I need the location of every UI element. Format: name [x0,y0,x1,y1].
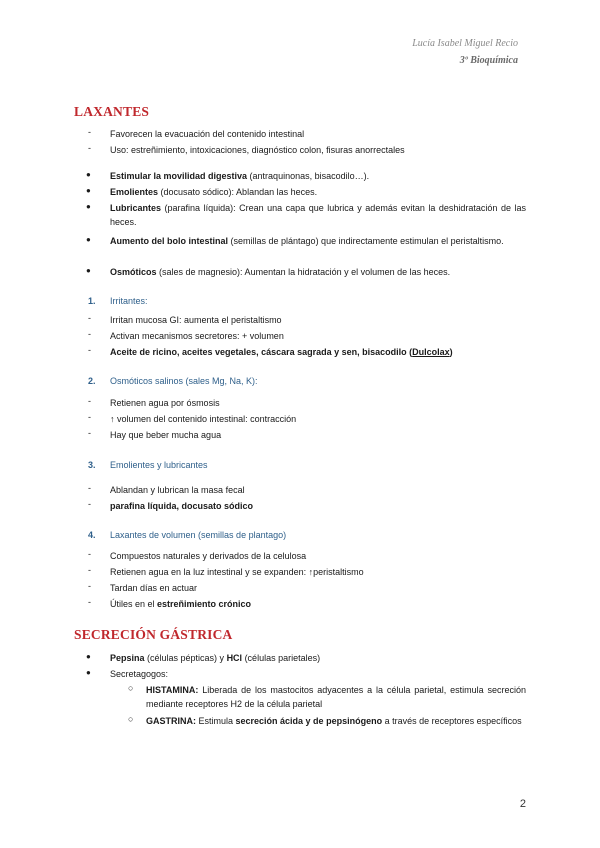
dash-marker: - [88,127,91,137]
bullet-item: Aumento del bolo intestinal (semillas de plántago) que indirectamente estimulan el peristaltismo. [110,236,504,246]
circle-marker: ○ [128,683,134,693]
section-title-secrecion: SECRECIÓN GÁSTRICA [74,627,233,642]
list-item: Hay que beber mucha agua [110,430,222,440]
group-number: 4. [88,530,96,540]
list-item: ↑ volumen del contenido intestinal: contracción [110,414,297,424]
list-item: Compuestos naturales y derivados de la celulosa [110,551,307,561]
bullet-marker: ● [86,668,91,677]
dash-marker: - [88,499,91,509]
dash-marker: - [88,549,91,559]
dash-marker: - [88,428,91,438]
bullet-item: Lubricantes (parafina líquida): Crean una capa que lubrica y además evitan la deshidratación de las heces. [110,203,526,227]
list-item: Útiles en el estreñimiento crónico [110,599,252,609]
circle-marker: ○ [128,714,134,724]
dash-marker: - [88,345,91,355]
group-title: Irritantes: [110,296,148,306]
dash-marker: - [88,581,91,591]
list-item: Irritan mucosa GI: aumenta el peristaltismo [110,315,282,325]
dash-marker: - [88,143,91,153]
bullet-marker: ● [86,202,91,211]
bullet-marker: ● [86,266,91,275]
sub-bullet-item: HISTAMINA: Liberada de los mastocitos adyacentes a la célula parietal, estimula secreción mediante receptores H2 de la célula parietal [146,685,526,709]
sub-bullet-item: GASTRINA: Estimula secreción ácida y de pepsinógeno a través de receptores específicos [146,716,522,726]
list-item: Uso: estreñimiento, intoxicaciones, diagnóstico colon, fisuras anorrectales [110,145,405,155]
bullet-marker: ● [86,186,91,195]
group-title: Osmóticos salinos (sales Mg, Na, K): [110,376,258,386]
brand-name: Dulcolax [412,347,450,357]
group-number: 2. [88,376,96,386]
dash-marker: - [88,313,91,323]
header-author: Lucía Isabel Miguel Recio [412,38,518,49]
group-title: Laxantes de volumen (semillas de plantago) [110,530,287,540]
list-item: Tardan días en actuar [110,583,198,593]
group-number: 1. [88,296,96,306]
bullet-item: Emolientes (docusato sódico): Ablandan las heces. [110,187,318,197]
bullet-item: Osmóticos (sales de magnesio): Aumentan la hidratación y el volumen de las heces. [110,267,451,277]
dash-marker: - [88,565,91,575]
group-title: Emolientes y lubricantes [110,460,208,470]
bullet-item: Estimular la movilidad digestiva (antraquinonas, bisacodilo…). [110,171,370,181]
list-item: Ablandan y lubrican la masa fecal [110,485,245,495]
list-item: Retienen agua por ósmosis [110,398,220,408]
dash-marker: - [88,412,91,422]
bullet-marker: ● [86,235,91,244]
bullet-marker: ● [86,170,91,179]
dash-marker: - [88,396,91,406]
dash-marker: - [88,597,91,607]
bullet-item: Pepsina (células pépticas) y HCl (células parietales) [110,653,321,663]
dash-marker: - [88,483,91,493]
dash-marker: - [88,329,91,339]
list-item: Activan mecanismos secretores: + volumen [110,331,284,341]
bullet-item: Secretagogos: [110,669,169,679]
list-item: Retienen agua en la luz intestinal y se expanden: ↑peristaltismo [110,567,364,577]
section-title-laxantes: LAXANTES [74,104,150,119]
bullet-marker: ● [86,652,91,661]
header-course: 3º Bioquímica [459,55,518,66]
list-item: parafina líquida, docusato sódico [110,501,254,511]
list-item: Favorecen la evacuación del contenido intestinal [110,129,305,139]
page-number: 2 [519,798,526,810]
list-item: Aceite de ricino, aceites vegetales, cáscara sagrada y sen, bisacodilo (Dulcolax) [110,347,453,357]
group-number: 3. [88,460,96,470]
